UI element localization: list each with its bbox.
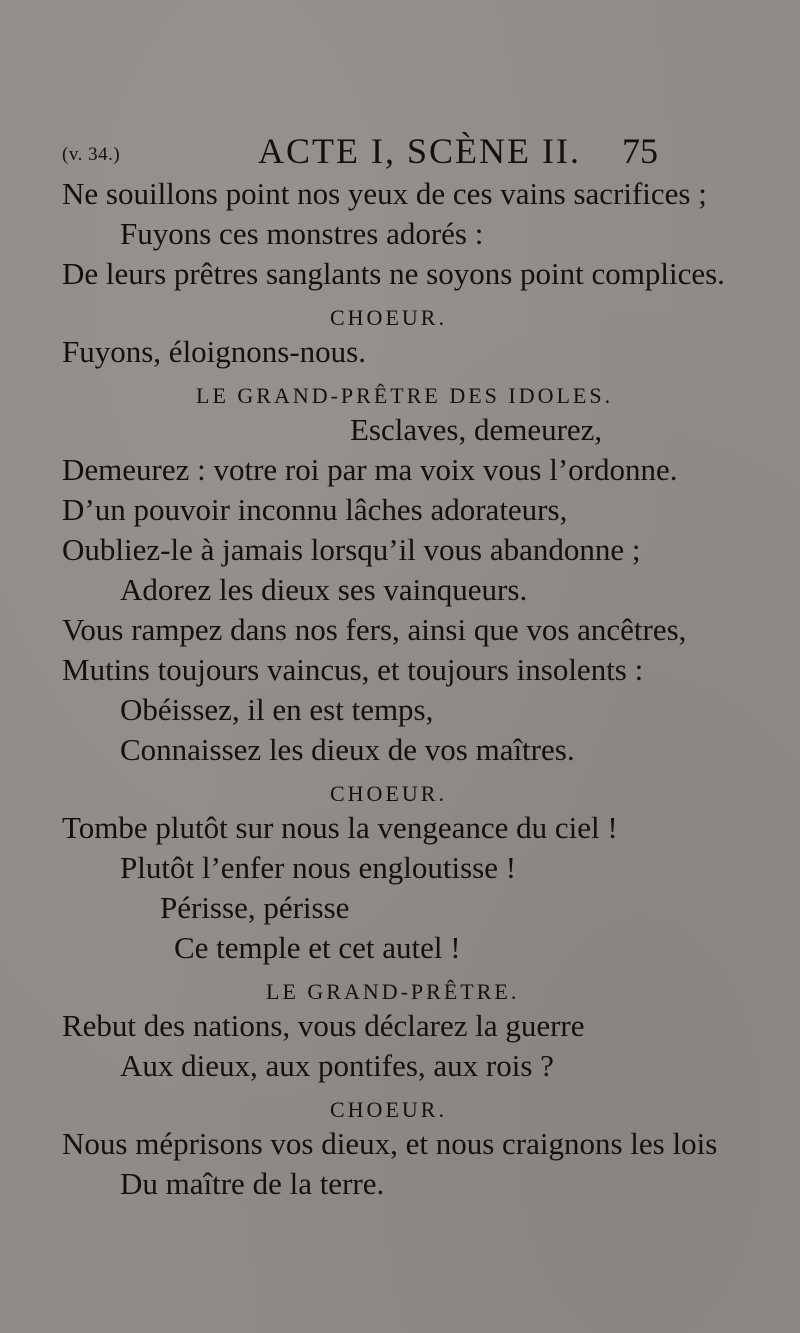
verse-line: Fuyons, éloignons-nous. bbox=[62, 334, 366, 369]
verse-line: Fuyons ces monstres adorés : bbox=[120, 216, 484, 251]
verse-line: Adorez les dieux ses vainqueurs. bbox=[120, 572, 528, 607]
verse-line: Oubliez-le à jamais lorsqu’il vous abandonne ; bbox=[62, 532, 641, 567]
verse-line: D’un pouvoir inconnu lâches adorateurs, bbox=[62, 492, 568, 527]
verse-line: Aux dieux, aux pontifes, aux rois ? bbox=[120, 1048, 554, 1083]
verse-line: Obéissez, il en est temps, bbox=[120, 692, 434, 727]
verse-line: Mutins toujours vaincus, et toujours insolents : bbox=[62, 652, 644, 687]
speaker-label: CHOEUR. bbox=[330, 1097, 447, 1122]
verse-line: Connaissez les dieux de vos maîtres. bbox=[120, 732, 575, 767]
verse-line: Ne souillons point nos yeux de ces vains sacrifices ; bbox=[62, 176, 707, 211]
speaker-label: CHOEUR. bbox=[330, 305, 447, 330]
page-number: 75 bbox=[622, 131, 658, 171]
verse-line: Plutôt l’enfer nous engloutisse ! bbox=[120, 850, 517, 885]
speaker-label: LE GRAND-PRÊTRE DES IDOLES. bbox=[196, 383, 614, 408]
verse-line: Périsse, périsse bbox=[160, 890, 350, 925]
verse-line: Nous méprisons vos dieux, et nous craignons les lois bbox=[62, 1126, 718, 1161]
verse-line: De leurs prêtres sanglants ne soyons point complices. bbox=[62, 256, 725, 291]
verse-line: Rebut des nations, vous déclarez la guerre bbox=[62, 1008, 585, 1043]
verse-line: Ce temple et cet autel ! bbox=[174, 930, 461, 965]
verse-line: Du maître de la terre. bbox=[120, 1166, 385, 1201]
verse-reference: (v. 34.) bbox=[62, 144, 121, 165]
verse-line: Demeurez : votre roi par ma voix vous l’ordonne. bbox=[62, 452, 678, 487]
speaker-label: CHOEUR. bbox=[330, 781, 447, 806]
verse-line: Esclaves, demeurez, bbox=[350, 412, 603, 447]
verse-line: Tombe plutôt sur nous la vengeance du ciel ! bbox=[62, 810, 618, 845]
act-scene-title: ACTE I, SCÈNE II. bbox=[258, 131, 581, 171]
running-header bbox=[62, 128, 658, 176]
speaker-label: LE GRAND-PRÊTRE. bbox=[266, 979, 520, 1004]
verse-line: Vous rampez dans nos fers, ainsi que vos ancêtres, bbox=[62, 612, 687, 647]
